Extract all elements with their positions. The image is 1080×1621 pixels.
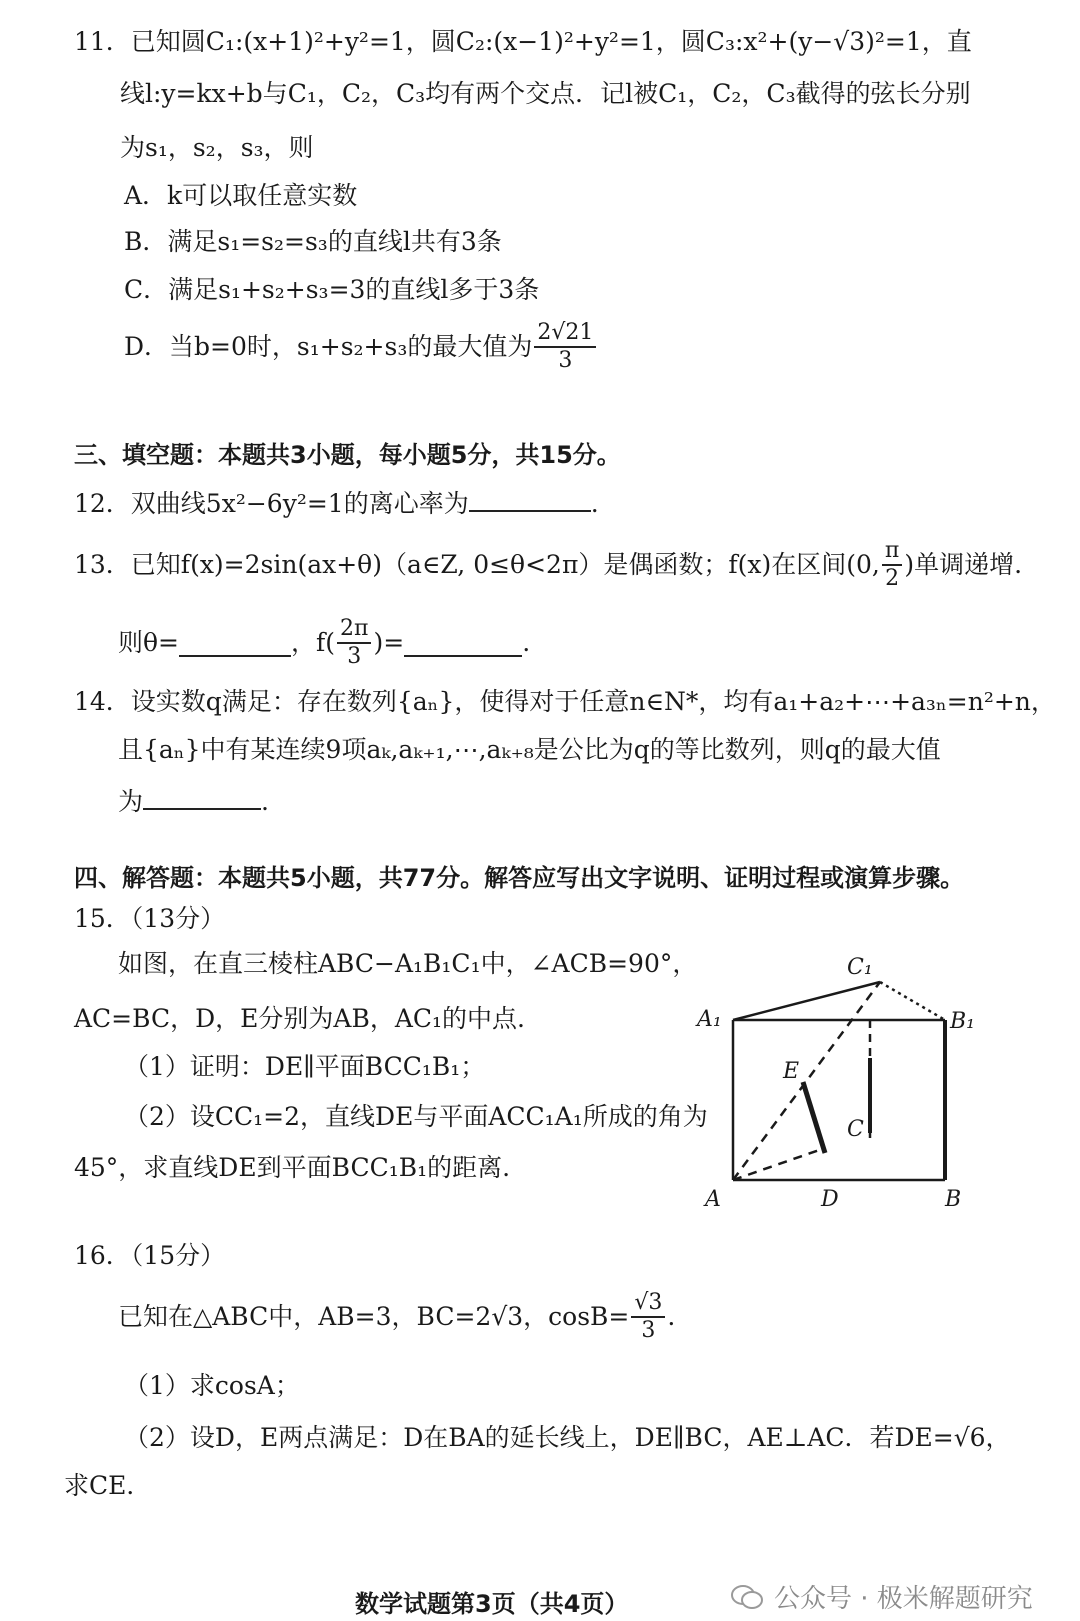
label-e: E [783, 1059, 800, 1084]
q14-line1: 14．设实数q满足：存在数列{aₙ}，使得对于任意n∈N*，均有a₁+a₂+⋯+a₃ₙ=n²+n， [74, 687, 1056, 716]
q14-end: . [261, 787, 269, 816]
edge-c1-b1 [880, 982, 945, 1020]
q13-f-label: ，f( [291, 628, 336, 657]
q13-end: . [522, 628, 531, 657]
q11-option-a: A．k可以取任意实数 [124, 181, 358, 210]
q13-line2 [118, 616, 530, 670]
label-a1: A₁ [697, 1007, 722, 1032]
q11-line3: 为s₁，s₂，s₃，则 [120, 133, 314, 162]
label-a: A [705, 1187, 721, 1212]
q15-part2-line1: （2）设CC₁=2，直线DE与平面ACC₁A₁所成的角为 [124, 1102, 708, 1131]
q14-line3 [118, 782, 269, 820]
q16-line1-pre: 已知在△ABC中，AB=3，BC=2√3，cosB= [118, 1302, 630, 1331]
q11-option-c: C．满足s₁+s₂+s₃=3的直线l多于3条 [124, 275, 540, 304]
label-c: C [847, 1117, 864, 1142]
label-b: B [945, 1187, 962, 1212]
q11-option-d-denominator: 3 [558, 348, 573, 373]
q11-option-d [124, 320, 598, 374]
prism-figure [695, 948, 985, 1218]
q13-theta-blank[interactable] [179, 629, 291, 657]
q13-f-fraction [337, 616, 371, 670]
label-b1: B₁ [950, 1009, 975, 1034]
q12-answer-blank[interactable] [469, 484, 591, 512]
q13-f-numerator: 2π [337, 616, 371, 644]
q13-line1-pre: 13．已知f(x)=2sin(ax+θ)（a∈Z, 0≤θ<2π）是偶函数；f(x)在区间(0, [74, 550, 880, 579]
q16-cos-numerator: √3 [631, 1290, 665, 1318]
q14-line3-text: 为 [118, 787, 144, 816]
section-4-heading: 四、解答题：本题共5小题，共77分。解答应写出文字说明、证明过程或演算步骤。 [74, 864, 965, 892]
q16-part1: （1）求cosA； [124, 1371, 300, 1400]
q16-cos-fraction [631, 1290, 665, 1344]
watermark [730, 1578, 1033, 1615]
q13-theta-label: 则θ= [118, 628, 179, 657]
q12-end: . [590, 489, 599, 518]
q13-f-blank[interactable] [404, 629, 522, 657]
page-footer: 数学试题第3页（共4页） [355, 1590, 629, 1618]
q16-part2-line2: 求CE． [64, 1471, 152, 1500]
label-c1: C₁ [847, 955, 873, 980]
edge-a-c1 [733, 982, 880, 1180]
q11-option-d-fraction [534, 320, 596, 374]
label-d: D [821, 1187, 839, 1212]
q16-line1-end: . [667, 1302, 676, 1331]
q15-part2-line2: 45°，求直线DE到平面BCC₁B₁的距离. [74, 1153, 511, 1182]
q13-pi-fraction [882, 538, 902, 592]
q16-cos-denominator: 3 [641, 1318, 656, 1343]
q15-line1: 如图，在直三棱柱ABC−A₁B₁C₁中，∠ACB=90°， [118, 949, 698, 978]
watermark-text: 公众号 · 极米解题研究 [774, 1584, 1033, 1614]
q11-line1: 11．已知圆C₁:(x+1)²+y²=1，圆C₂:(x−1)²+y²=1，圆C₃:x²+(y−√3)²=1，直 [74, 27, 972, 56]
q13-pi-denominator: 2 [885, 566, 900, 591]
q13-f-denominator: 3 [347, 644, 362, 669]
q12-text: 12．双曲线5x²−6y²=1的离心率为 [74, 489, 469, 518]
edge-a-c [733, 1148, 825, 1180]
q13-pi-numerator: π [882, 538, 902, 566]
q13-f-eq: )= [373, 628, 405, 657]
q12 [74, 484, 599, 522]
q11-option-b: B．满足s₁=s₂=s₃的直线l共有3条 [124, 227, 502, 256]
q13-line1 [74, 538, 1022, 592]
q11-option-d-numerator: 2√21 [534, 320, 596, 348]
q15-line2: AC=BC，D，E分别为AB，AC₁的中点. [74, 1004, 525, 1033]
q13-line1-post: )单调递增. [904, 550, 1023, 579]
q16-line1 [118, 1290, 675, 1344]
wechat-icon [730, 1584, 764, 1610]
q14-line2: 且{aₙ}中有某连续9项aₖ,aₖ₊₁,⋯,aₖ₊₈是公比为q的等比数列，则q的最大值 [118, 735, 941, 764]
section-3-heading: 三、填空题：本题共3小题，每小题5分，共15分。 [74, 441, 621, 469]
q16-part2-line1: （2）设D，E两点满足：D在BA的延长线上，DE∥BC，AE⊥AC．若DE=√6， [124, 1423, 1011, 1452]
q16-head: 16．（15分） [74, 1241, 226, 1270]
q14-answer-blank[interactable] [143, 782, 261, 810]
q11-option-d-text: D．当b=0时，s₁+s₂+s₃的最大值为 [124, 332, 533, 361]
edge-a1-c1 [733, 982, 880, 1020]
q15-head: 15．（13分） [74, 904, 226, 933]
q11-line2: 线l:y=kx+b与C₁，C₂，C₃均有两个交点．记l被C₁，C₂，C₃截得的弦长分别 [120, 79, 971, 108]
segment-d-e [803, 1082, 825, 1153]
q15-part1: （1）证明：DE∥平面BCC₁B₁； [124, 1052, 486, 1081]
